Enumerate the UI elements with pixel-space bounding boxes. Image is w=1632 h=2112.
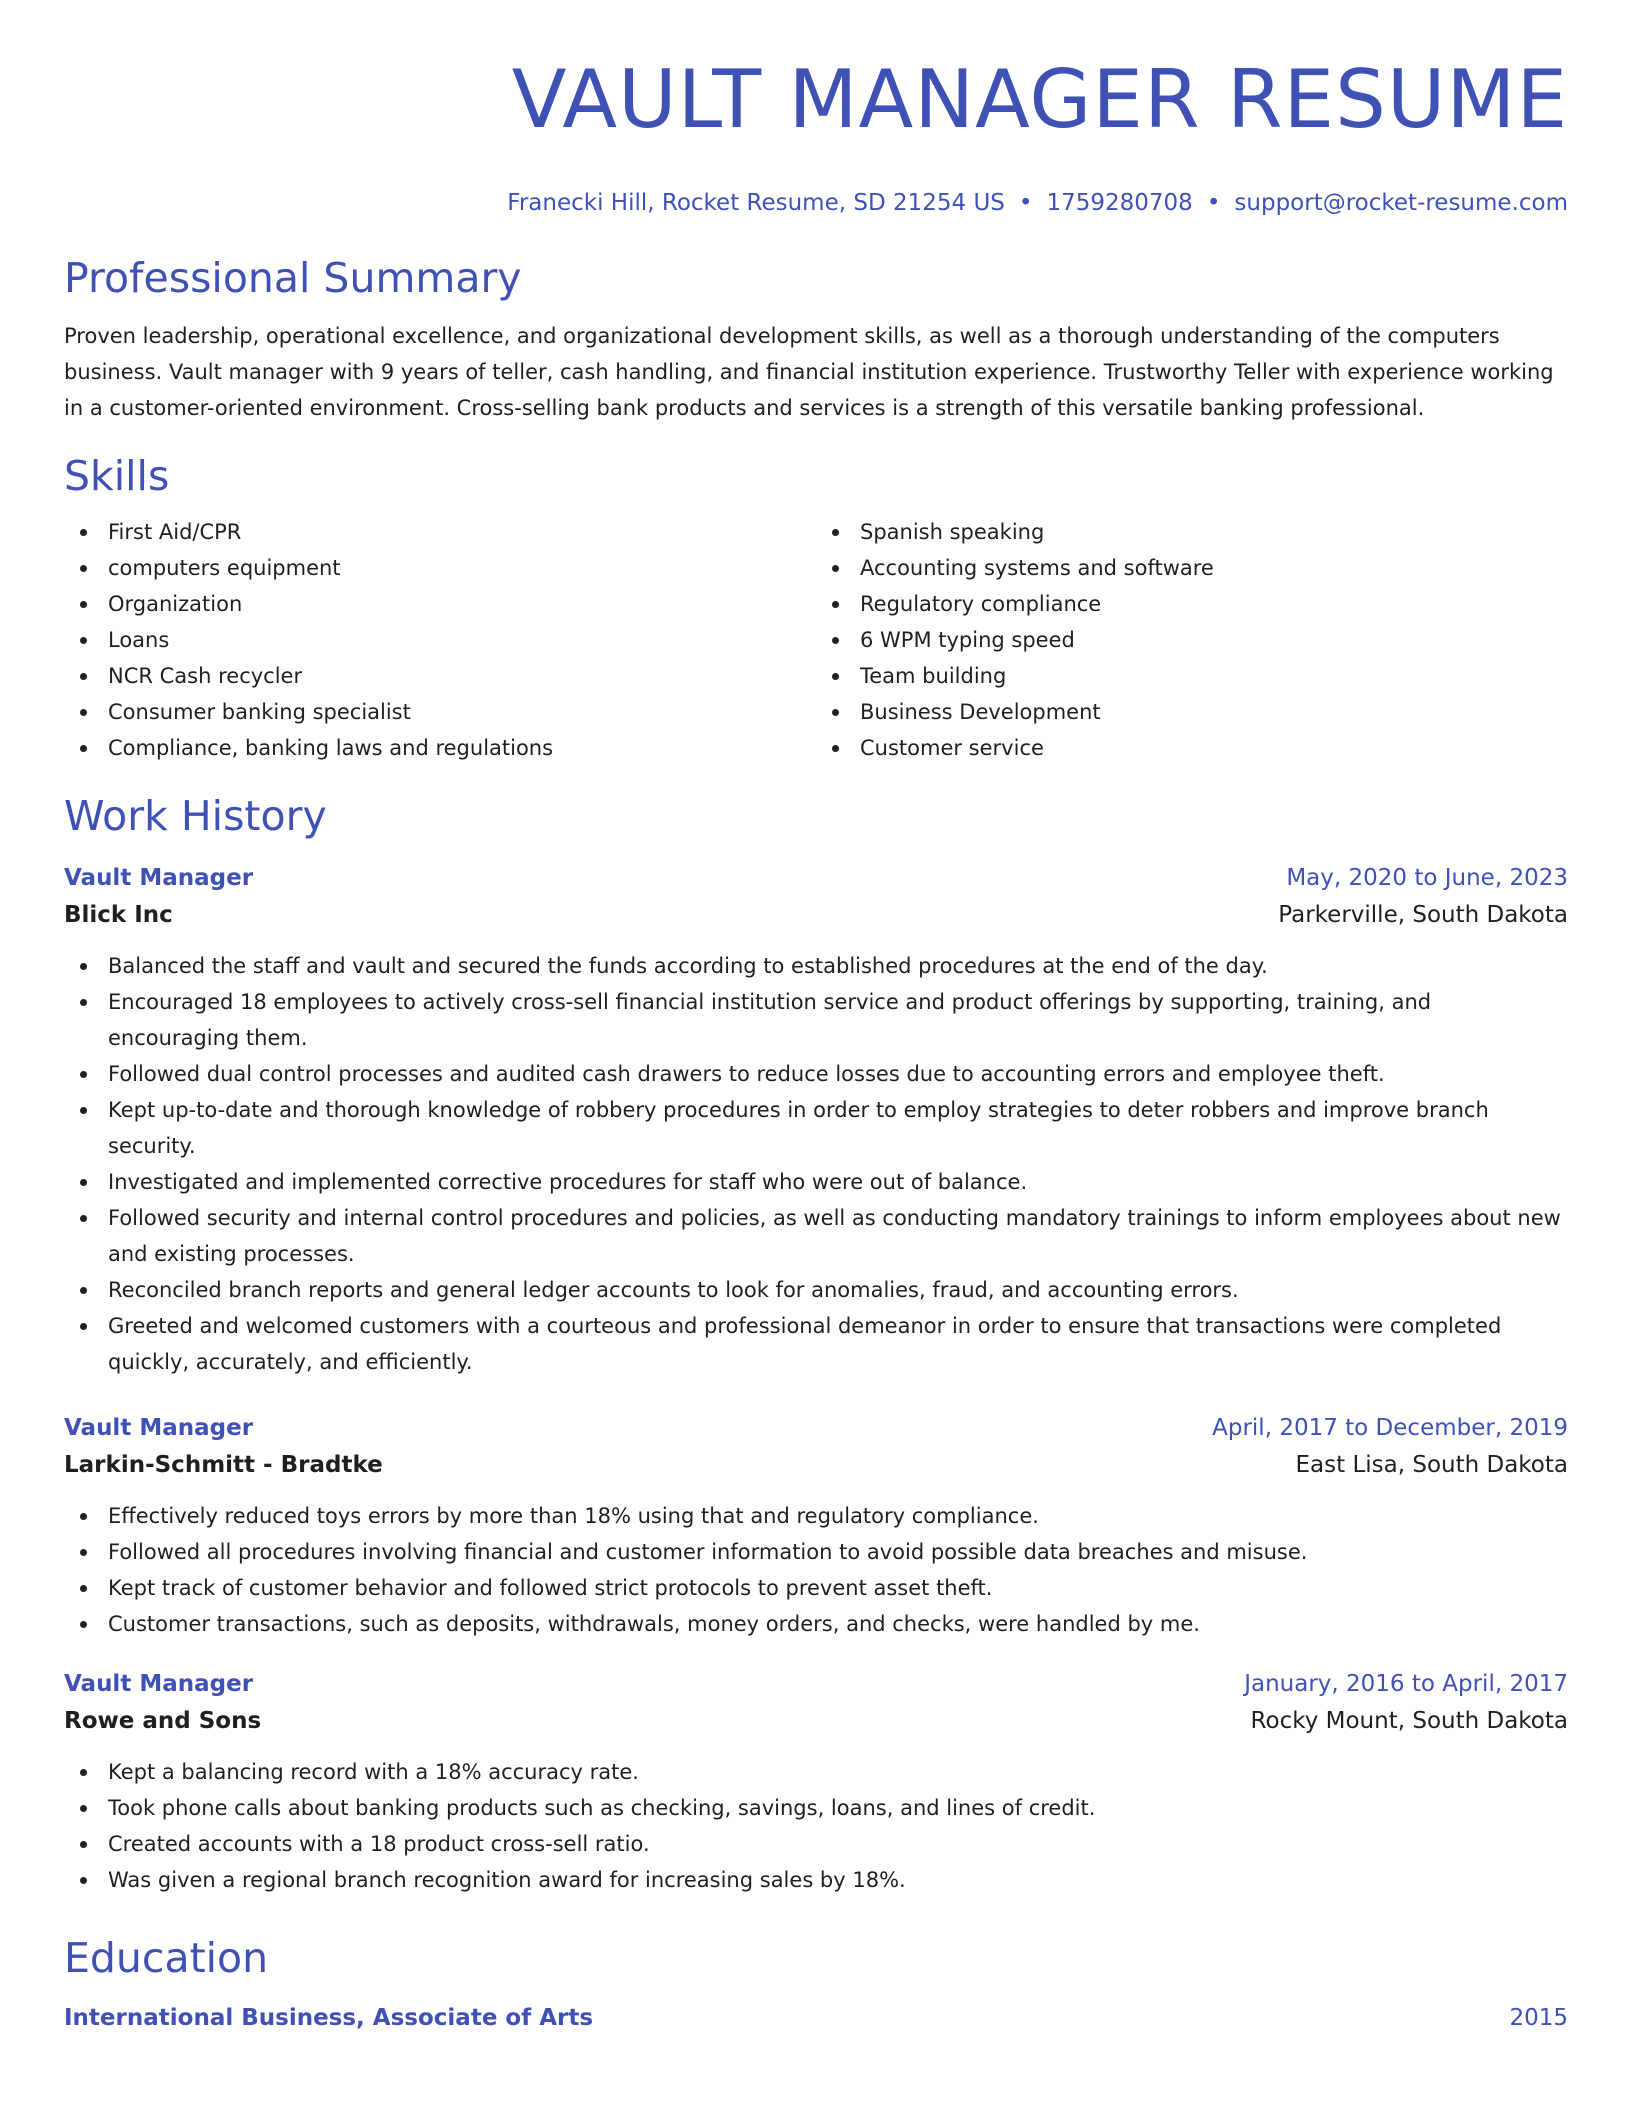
education-year: 2015 bbox=[1509, 2005, 1568, 2031]
skill-item: Business Development bbox=[816, 694, 1568, 730]
contact-separator: • bbox=[1018, 190, 1033, 216]
job-title: Vault Manager bbox=[64, 1671, 254, 1697]
job-bullet: Greeted and welcomed customers with a courteous and professional demeanor in order to ensure that transactions were completed quickly, accurately, and efficiently. bbox=[64, 1308, 1568, 1380]
contact-line bbox=[64, 188, 1568, 218]
skill-item: NCR Cash recycler bbox=[64, 658, 816, 694]
job-company-row bbox=[64, 1446, 1568, 1484]
education-degree: International Business, Associate of Arts bbox=[64, 2005, 594, 2031]
skills-columns bbox=[64, 514, 1568, 766]
job-company-row bbox=[64, 1702, 1568, 1740]
job-bullet: Customer transactions, such as deposits, withdrawals, money orders, and checks, were handled by me. bbox=[64, 1606, 1568, 1642]
job-bullet: Encouraged 18 employees to actively cross-sell financial institution service and product offerings by supporting, training, and encouraging them. bbox=[64, 984, 1568, 1056]
skill-item: Organization bbox=[64, 586, 816, 622]
job-location: Rocky Mount, South Dakota bbox=[1250, 1708, 1568, 1734]
job-header-row bbox=[64, 860, 1568, 896]
skill-item: Loans bbox=[64, 622, 816, 658]
summary-title: Professional Summary bbox=[64, 254, 522, 302]
job-bullet: Followed all procedures involving financial and customer information to avoid possible data breaches and misuse. bbox=[64, 1534, 1568, 1570]
summary-section bbox=[64, 252, 1568, 426]
skill-item: Compliance, banking laws and regulations bbox=[64, 730, 816, 766]
skill-item: Spanish speaking bbox=[816, 514, 1568, 550]
job-company: Larkin-Schmitt - Bradtke bbox=[64, 1452, 383, 1478]
job-bullet: Followed dual control processes and audited cash drawers to reduce losses due to accounting errors and employee theft. bbox=[64, 1056, 1568, 1092]
job-bullet: Effectively reduced toys errors by more than 18% using that and regulatory compliance. bbox=[64, 1498, 1568, 1534]
summary-text: Proven leadership, operational excellence, and organizational development skills, as well as a thorough understanding of the computers business. Vault manager with 9 years of teller, cash handling, and financial institution experience. Trustworthy Teller with experience working in a customer-oriented environment. Cross-selling bank products and services is a strength of this versatile banking professional. bbox=[64, 324, 1554, 420]
resume-header bbox=[64, 0, 1568, 218]
contact-phone: 1759280708 bbox=[1046, 190, 1193, 216]
job-title: Vault Manager bbox=[64, 865, 254, 891]
job-bullets bbox=[64, 1498, 1568, 1642]
job-company: Blick Inc bbox=[64, 902, 173, 928]
resume-name: VAULT MANAGER RESUME bbox=[511, 53, 1568, 146]
job-location: Parkerville, South Dakota bbox=[1278, 902, 1568, 928]
job-entry bbox=[64, 1666, 1568, 1898]
contact-separator: • bbox=[1206, 190, 1221, 216]
job-bullet: Was given a regional branch recognition award for increasing sales by 18%. bbox=[64, 1862, 1568, 1898]
job-company: Rowe and Sons bbox=[64, 1708, 262, 1734]
contact-email: support@rocket-resume.com bbox=[1234, 190, 1568, 216]
skill-item: 6 WPM typing speed bbox=[816, 622, 1568, 658]
job-bullet: Kept track of customer behavior and followed strict protocols to prevent asset theft. bbox=[64, 1570, 1568, 1606]
job-bullet: Created accounts with a 18 product cross-sell ratio. bbox=[64, 1826, 1568, 1862]
skills-title: Skills bbox=[64, 452, 170, 500]
skill-item: First Aid/CPR bbox=[64, 514, 816, 550]
job-bullet: Followed security and internal control procedures and policies, as well as conducting mandatory trainings to inform employees about new and existing processes. bbox=[64, 1200, 1568, 1272]
skill-item: Accounting systems and software bbox=[816, 550, 1568, 586]
job-location: East Lisa, South Dakota bbox=[1295, 1452, 1568, 1478]
skills-section bbox=[64, 450, 1568, 766]
skill-item: Consumer banking specialist bbox=[64, 694, 816, 730]
job-bullet: Kept a balancing record with a 18% accuracy rate. bbox=[64, 1754, 1568, 1790]
job-bullet: Kept up-to-date and thorough knowledge of robbery procedures in order to employ strategies to deter robbers and improve branch security. bbox=[64, 1092, 1568, 1164]
job-entry bbox=[64, 1410, 1568, 1642]
work-history-section bbox=[64, 790, 1568, 1898]
job-header-row bbox=[64, 1666, 1568, 1702]
job-company-row bbox=[64, 896, 1568, 934]
skills-list-right bbox=[816, 514, 1568, 766]
skills-list-left bbox=[64, 514, 816, 766]
education-title: Education bbox=[64, 1934, 269, 1982]
job-title: Vault Manager bbox=[64, 1415, 254, 1441]
skill-item: computers equipment bbox=[64, 550, 816, 586]
skill-item: Team building bbox=[816, 658, 1568, 694]
job-bullets bbox=[64, 948, 1568, 1380]
job-bullet: Reconciled branch reports and general ledger accounts to look for anomalies, fraud, and accounting errors. bbox=[64, 1272, 1568, 1308]
job-bullet: Balanced the staff and vault and secured the funds according to established procedures at the end of the day. bbox=[64, 948, 1568, 984]
contact-address: Franecki Hill, Rocket Resume, SD 21254 US bbox=[507, 190, 1005, 216]
work-history-title: Work History bbox=[64, 792, 327, 840]
job-bullet: Took phone calls about banking products such as checking, savings, loans, and lines of credit. bbox=[64, 1790, 1568, 1826]
job-bullets bbox=[64, 1754, 1568, 1898]
skill-item: Regulatory compliance bbox=[816, 586, 1568, 622]
job-entry bbox=[64, 860, 1568, 1380]
job-dates: January, 2016 to April, 2017 bbox=[1244, 1671, 1568, 1697]
job-header-row bbox=[64, 1410, 1568, 1446]
job-dates: May, 2020 to June, 2023 bbox=[1286, 865, 1568, 891]
job-bullet: Investigated and implemented corrective procedures for staff who were out of balance. bbox=[64, 1164, 1568, 1200]
skill-item: Customer service bbox=[816, 730, 1568, 766]
education-entry bbox=[64, 2000, 1568, 2036]
education-section bbox=[64, 1932, 1568, 2036]
job-dates: April, 2017 to December, 2019 bbox=[1212, 1415, 1568, 1441]
